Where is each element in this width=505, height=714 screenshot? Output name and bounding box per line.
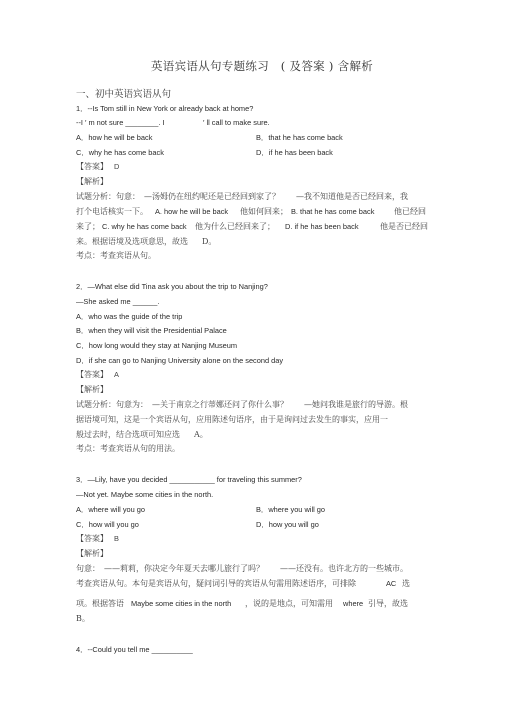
q2-answer [76, 369, 119, 380]
q1-explanation-line3-e: 他是否已经回 [380, 222, 428, 231]
q1-analysis-label: 【解析】 [76, 177, 108, 186]
q3-explanation-line3-c: ，说的是地点，可知需用 [245, 599, 333, 608]
q1-explanation-line2-c: 他如何回来； [240, 207, 288, 216]
q1-explanation-line2-e: 他已经回 [394, 207, 426, 216]
q2-explanation-line3-answer: A。 [194, 430, 208, 439]
q1-option-d: D．if he has been back [256, 148, 333, 157]
q1-option-a: A．how he will be back [76, 133, 153, 142]
q1-explanation-line3-a: 来了； [76, 222, 100, 231]
q2-stem-line2: —She asked me ______. [76, 297, 160, 306]
q2-option-b: B．when they will visit the Presidential Palace [76, 326, 227, 335]
q2-option-a: A．who was the guide of the trip [76, 312, 183, 321]
q1-stem-line2-end: ′ ll call to make sure. [203, 118, 270, 127]
q1-explanation-line4-answer: D。 [202, 237, 217, 246]
q1-explanation-line2-d: B. that he has come back [291, 207, 375, 216]
q3-stem-line2: —Not yet. Maybe some cities in the north. [76, 490, 214, 499]
q3-explanation-line3-a: 项。根据答语 [76, 599, 124, 608]
q2-explanation-line2: 据语境可知，这是一个宾语从句，应用陈述句语序，由于是询问过去发生的事实，应用一 [76, 415, 388, 424]
q3-answer [76, 533, 119, 544]
q1-knowledge-point: 考点：考查宾语从句。 [76, 251, 156, 260]
q3-option-c: C．how will you go [76, 520, 139, 529]
q2-analysis-label: 【解析】 [76, 385, 108, 394]
q1-answer [76, 161, 119, 172]
q3-explanation-line2-c: 选 [402, 579, 410, 588]
q1-explanation-line3-b: C. why he has come back [102, 222, 187, 231]
q3-explanation-line2-b: AC [386, 579, 397, 588]
q3-explanation-line3-b: Maybe some cities in the north [131, 599, 232, 608]
q1-explanation-line4: 来。根据语境及选项意思，故选 [76, 237, 188, 246]
section-heading: 一、初中英语宾语从句 [76, 89, 172, 100]
answer-label: 【答案】 [76, 534, 108, 543]
q3-option-a: A．where will you go [76, 505, 146, 514]
q3-explanation-line2-a: 考查宾语从句。本句是宾语从句，疑问词引导的宾语从句需用陈述语序，可排除 [76, 579, 356, 588]
q2-explanation-line1: 试题分析：句意为： —关于南京之行蒂娜还问了你什么事？ —她问我谁是旅行的导游。根 [76, 400, 408, 409]
q2-option-d: D．if she can go to Nanjing University alone on the second day [76, 356, 284, 365]
q1-stem: 1．--Is Tom still in New York or already back at home? [76, 104, 254, 113]
q1-option-b: B．that he has come back [256, 133, 343, 142]
q4-stem: 4．--Could you tell me __________ [76, 645, 193, 654]
q3-explanation-line3-e: 引导，故选 [368, 599, 408, 608]
answer-label: 【答案】 [76, 370, 108, 379]
q3-stem: 3．—Lily, have you decided ___________ for traveling this summer? [76, 475, 302, 484]
q1-explanation-line2-a: 打个电话核实一下。 [76, 207, 148, 216]
q1-stem-line2: --I ′ m not sure ________. I [76, 118, 165, 127]
q2-knowledge-point: 考点：考查宾语从句的用法。 [76, 444, 180, 453]
q3-analysis-label: 【解析】 [76, 549, 108, 558]
q1-explanation-line1: 试题分析：句意： —汤姆仍在纽约呢还是已经回到家了？ —我不知道他是否已经回来，我 [76, 192, 408, 201]
document-title: 英语宾语从句专题练习 ( 及答案 ) 含解析 [151, 59, 374, 73]
q2-option-c: C．how long would they stay at Nanjing Museum [76, 341, 238, 350]
q2-stem: 2．—What else did Tina ask you about the trip to Nanjing? [76, 282, 268, 291]
q1-explanation-line3-d: D. if he has been back [285, 222, 359, 231]
q3-option-b: B．where you will go [256, 505, 326, 514]
q1-option-c: C．why he has come back [76, 148, 164, 157]
answer-value: D [114, 162, 120, 171]
q3-explanation-line4: B。 [76, 614, 90, 623]
q3-explanation-line3-d: where [343, 599, 364, 608]
q1-explanation-line3-c: 他为什么已经回来了； [195, 222, 275, 231]
answer-label: 【答案】 [76, 162, 108, 171]
answer-value: A [114, 370, 119, 379]
q3-option-d: D．how you will go [256, 520, 319, 529]
q3-explanation-line1: 句意： ——莉莉，你决定今年夏天去哪儿旅行了吗？ ——还没有。也许北方的一些城市。 [76, 564, 408, 573]
answer-value: B [114, 534, 119, 543]
q2-explanation-line3: 般过去时，结合选项可知应选 [76, 430, 180, 439]
q1-explanation-line2-b: A. how he will be back [155, 207, 229, 216]
